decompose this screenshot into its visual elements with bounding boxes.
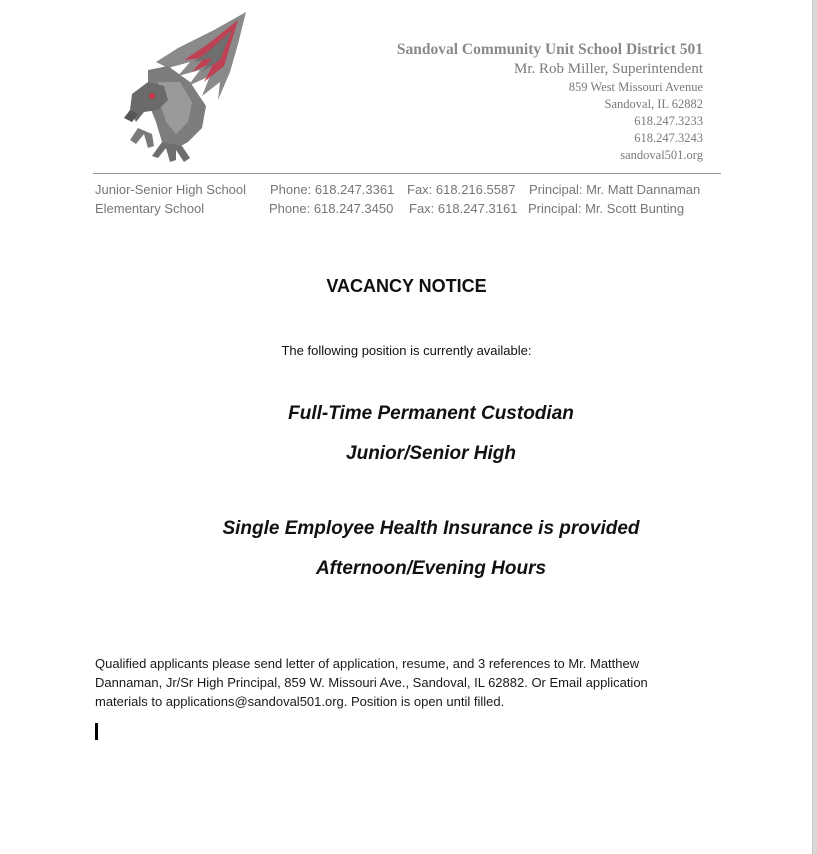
district-address: 859 West Missouri Avenue	[568, 80, 703, 94]
hours-line: Afternoon/Evening Hours	[315, 558, 547, 579]
district-phone-2: 618.247.3243	[634, 131, 703, 145]
school-fax: Fax: 618.247.3161	[409, 201, 518, 216]
school-name: Junior-Senior High School	[95, 182, 247, 197]
school-name: Elementary School	[95, 201, 205, 216]
school-row-elementary	[95, 199, 735, 218]
application-instructions: Qualified applicants please send letter of application, resume, and 3 references to Mr. Matthew Dannaman, Jr/Sr High Principal, 859 W. Missouri Ave., Sandoval, IL 62882. Or Email application materials to applications@sandoval501.org. Position is open until filled.	[95, 656, 648, 709]
position-location: Junior/Senior High	[346, 443, 516, 464]
district-name: Sandoval Community Unit School District 501	[396, 41, 703, 58]
district-letterhead	[397, 40, 703, 164]
district-phone-1: 618.247.3233	[634, 114, 703, 128]
superintendent-name: Mr. Rob Miller, Superintendent	[514, 61, 703, 77]
header-divider	[93, 173, 721, 174]
text-cursor[interactable]	[95, 723, 98, 740]
notice-title: VACANCY NOTICE	[326, 276, 487, 296]
school-fax: Fax: 618.216.5587	[407, 182, 516, 197]
page-edge-shadow	[812, 0, 817, 854]
hawk-mascot-icon	[118, 10, 253, 170]
school-phone: Phone: 618.247.3450	[269, 201, 394, 216]
position-title: Full-Time Permanent Custodian	[288, 403, 574, 424]
district-website: sandoval501.org	[620, 148, 703, 162]
school-principal: Principal: Mr. Matt Dannaman	[529, 182, 701, 197]
benefit-line: Single Employee Health Insurance is provided	[222, 518, 640, 539]
school-principal: Principal: Mr. Scott Bunting	[528, 201, 685, 216]
school-phone: Phone: 618.247.3361	[270, 182, 395, 197]
district-city: Sandoval, IL 62882	[604, 97, 703, 111]
notice-intro: The following position is currently available:	[281, 343, 532, 358]
school-row-jrsr-high	[95, 180, 735, 199]
school-contacts	[95, 180, 735, 218]
